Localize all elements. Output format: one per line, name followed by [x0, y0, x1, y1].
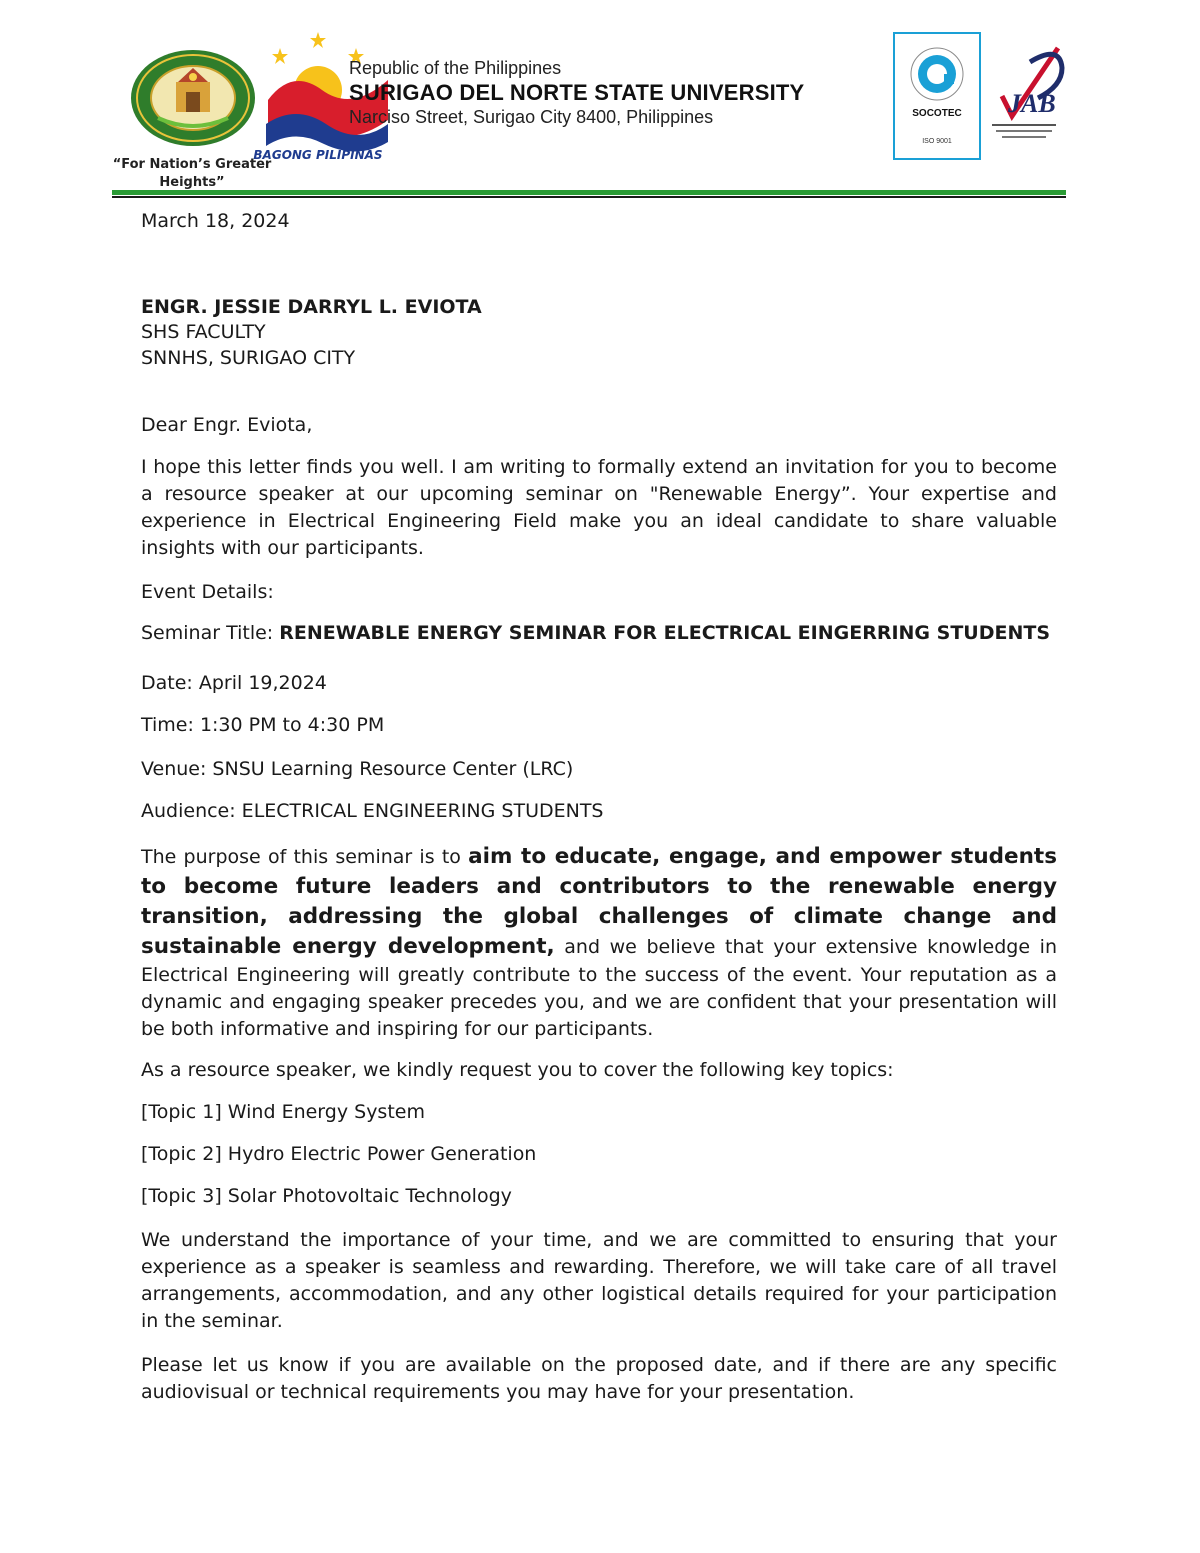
- topic-item-1: [Topic 1] Wind Energy System: [141, 1101, 425, 1123]
- purpose-paragraph: [141, 842, 1057, 1043]
- recipient-office: SNNHS, SURIGAO CITY: [141, 347, 356, 369]
- university-seal-logo: [128, 48, 258, 148]
- letter-date: March 18, 2024: [141, 210, 290, 232]
- jab-mark-text: JAB: [1008, 89, 1056, 118]
- topic-item-3: [Topic 3] Solar Photovoltaic Technology: [141, 1185, 512, 1207]
- socotec-icon: [895, 34, 979, 110]
- event-venue: Venue: SNSU Learning Resource Center (LRC): [141, 758, 574, 780]
- topic-item-2: [Topic 2] Hydro Electric Power Generation: [141, 1143, 537, 1165]
- header-divider-green: [112, 190, 1066, 195]
- iso-label: ISO 9001: [922, 138, 952, 145]
- header-university-name: SURIGAO DEL NORTE STATE UNIVERSITY: [349, 80, 805, 105]
- purpose-lead: The purpose of this seminar is to: [141, 846, 469, 868]
- topics-intro: As a resource speaker, we kindly request you to cover the following key topics:: [141, 1059, 894, 1081]
- purpose-rest: and we believe that your extensive knowledge in Electrical Engineering will greatly contribute to the success of the event. Your reputation as a dynamic and engaging speaker precedes you, and we are confident that your presentation will be both informative and inspiring for our participants.: [141, 936, 1057, 1040]
- socotec-label: SOCOTEC: [912, 108, 962, 119]
- event-audience: Audience: ELECTRICAL ENGINEERING STUDENTS: [141, 800, 604, 822]
- event-date: Date: April 19,2024: [141, 672, 327, 694]
- recipient-position: SHS FACULTY: [141, 321, 266, 343]
- event-time: Time: 1:30 PM to 4:30 PM: [141, 714, 385, 736]
- jab-accreditation-logo: [982, 38, 1066, 148]
- recipient-name: ENGR. JESSIE DARRYL L. EVIOTA: [141, 296, 482, 318]
- event-details-heading: Event Details:: [141, 581, 274, 603]
- seminar-title: [141, 621, 1057, 646]
- salutation: Dear Engr. Eviota,: [141, 414, 313, 436]
- purpose-emphasis: aim to educate, engage, and empower students to become future leaders and contributors to the renewable energy transition, addressing the global challenges of climate change and sustainable energy development,: [141, 844, 1057, 959]
- header-republic: Republic of the Philippines: [349, 58, 562, 78]
- header-divider-dark: [112, 196, 1066, 198]
- seminar-title-label: Seminar Title:: [141, 622, 274, 644]
- closing-paragraph: Please let us know if you are available on the proposed date, and if there are any specific audiovisual or technical requirements you may have for your presentation.: [141, 1354, 1057, 1403]
- socotec-certification-badge: [893, 32, 981, 160]
- seminar-title-value: RENEWABLE ENERGY SEMINAR FOR ELECTRICAL EINGERRING STUDENTS: [279, 622, 1051, 644]
- logistics-paragraph: We understand the importance of your time, and we are committed to ensuring that your experience as a speaker is seamless and rewarding. Therefore, we will take care of all travel arrangements, accommodation, and any other logistical details required for your participation in the seminar.: [141, 1229, 1057, 1332]
- intro-paragraph: I hope this letter finds you well. I am writing to formally extend an invitation for you to become a resource speaker at our upcoming seminar on "Renewable Energy”. Your expertise and experience in Electrical Engineering Field make you an ideal candidate to share valuable insights with our participants.: [141, 456, 1057, 559]
- bagong-pilipinas-label: BAGONG PILIPINAS: [253, 148, 383, 162]
- header-address: Narciso Street, Surigao City 8400, Philippines: [349, 107, 714, 127]
- university-motto: “For Nation’s Greater Heights”: [112, 157, 272, 190]
